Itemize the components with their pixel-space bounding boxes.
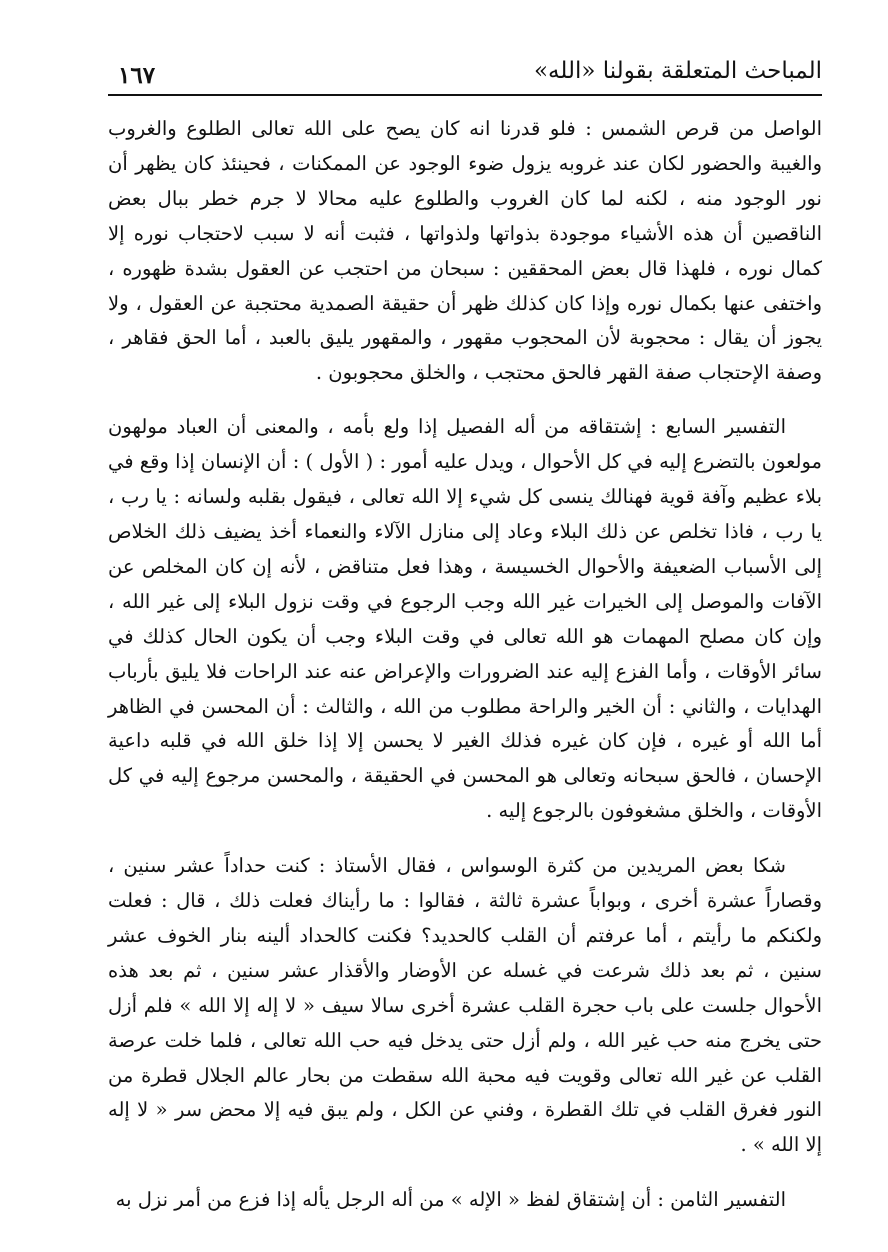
running-title: المباحث المتعلقة بقولنا «الله»: [533, 58, 822, 84]
paragraph-eighth-interpretation: التفسير الثامن : أن إشتقاق لفظ « الإله » من أله الرجل يأله إذا فزع من أمر نزل به: [115, 1188, 786, 1212]
paragraph-continuation: الواصل من قرص الشمس : فلو قدرنا انه كان يصح على الله تعالى الطلوع والغروب والغيبة والحضور لكان عند غروبه يزول ضوء الوجود عن الممكنات ، فحينئذ كان يظهر أن نور الوجود منه ، لكنه لما كان الغروب والطلوع عليه محالا لا جرم خطر ببال بعض الناقصين أن هذه الأشياء موجودة بذواتها ولذواتها ، فثبت أنه لا سبب لاحتجاب نوره إلا كمال نوره ، فلهذا قال بعض المحققين : سبحان من احتجب عن العقول بشدة ظهوره ، واختفى عنها بكمال نوره وإذا كان كذلك ظهر أن حقيقة الصمدية محتجبة عن العقول ، ولا يجوز أن يقال : محجوبة لأن المحجوب مقهور ، والمقهور يليق بالعبد ، أما الحق فقاهر ، وصفة الإحتجاب صفة القهر فالحق محتجب ، والخلق محجوبون .: [108, 117, 822, 385]
running-header: [108, 52, 822, 96]
header-rule: [108, 94, 822, 96]
page-number: ١٦٧: [118, 62, 156, 89]
paragraph-seventh-interpretation: التفسير السابع : إشتقاقه من أله الفصيل إذا ولع بأمه ، والمعنى أن العباد مولهون مولعون بالتضرع إليه في كل الأحوال ، ويدل عليه أمور : ( الأول ) : أن الإنسان إذا وقع في بلاء عظيم وآفة قوية فهنالك ينسى كل شيء إلا الله تعالى ، فيقول بقلبه ولسانه : يا رب ، يا رب ، فاذا تخلص عن ذلك البلاء وعاد إلى منازل الآلاء والنعماء أخذ يضيف ذلك الخلاص إلى الأسباب الضعيفة والأحوال الخسيسة ، وهذا فعل متناقض ، لأنه إن كان المخلص عن الآفات والموصل إلى الخيرات غير الله وجب الرجوع في وقت نزول البلاء إلى غير الله ، وإن كان مصلح المهمات هو الله تعالى في وقت البلاء وجب أن يكون الحال كذلك في سائر الأوقات ، وأما الفزع إليه عند الضرورات والإعراض عنه عند الراحات فلا يليق بأرباب الهدايات ، والثاني : أن الخير والراحة مطلوب من الله ، والثالث : أن المحسن في الظاهر أما الله أو غيره ، فإن كان غيره فذلك الغير لا يحسن إلا إذا خلق الله في قلبه داعية الإحسان ، فالحق سبحانه وتعالى هو المحسن في الحقيقة ، والمحسن مرجوع إليه في كل الأوقات ، والخلق مشغوفون بالرجوع إليه .: [108, 415, 822, 823]
paragraph-anecdote: شكا بعض المريدين من كثرة الوسواس ، فقال الأستاذ : كنت حداداً عشر سنين ، وقصاراً عشرة أخرى ، وبواباً عشرة ثالثة ، فقالوا : ما رأيناك فعلت ذلك ، قال : فعلت ولكنكم ما رأيتم ، أما عرفتم أن القلب كالحديد؟ فكنت كالحداد ألينه بنار الخوف عشر سنين ، ثم بعد ذلك شرعت في غسله عن الأوضار والأقذار عشر سنين ، ثم بعد هذه الأحوال جلست على باب حجرة القلب عشرة أخرى سالا سيف « لا إله إلا الله » فلم أزل حتى يخرج منه حب غير الله ، ولم أزل حتى يدخل فيه حب الله تعالى ، فلما خلت عرصة القلب عن غير الله تعالى وقويت فيه محبة الله سقطت من بحار عالم الجلال قطرة من النور فغرق القلب في تلك القطرة ، وفني عن الكل ، ولم يبق فيه إلا محض سر « لا إله إلا الله » .: [108, 854, 822, 1157]
body-text: [108, 112, 822, 1218]
